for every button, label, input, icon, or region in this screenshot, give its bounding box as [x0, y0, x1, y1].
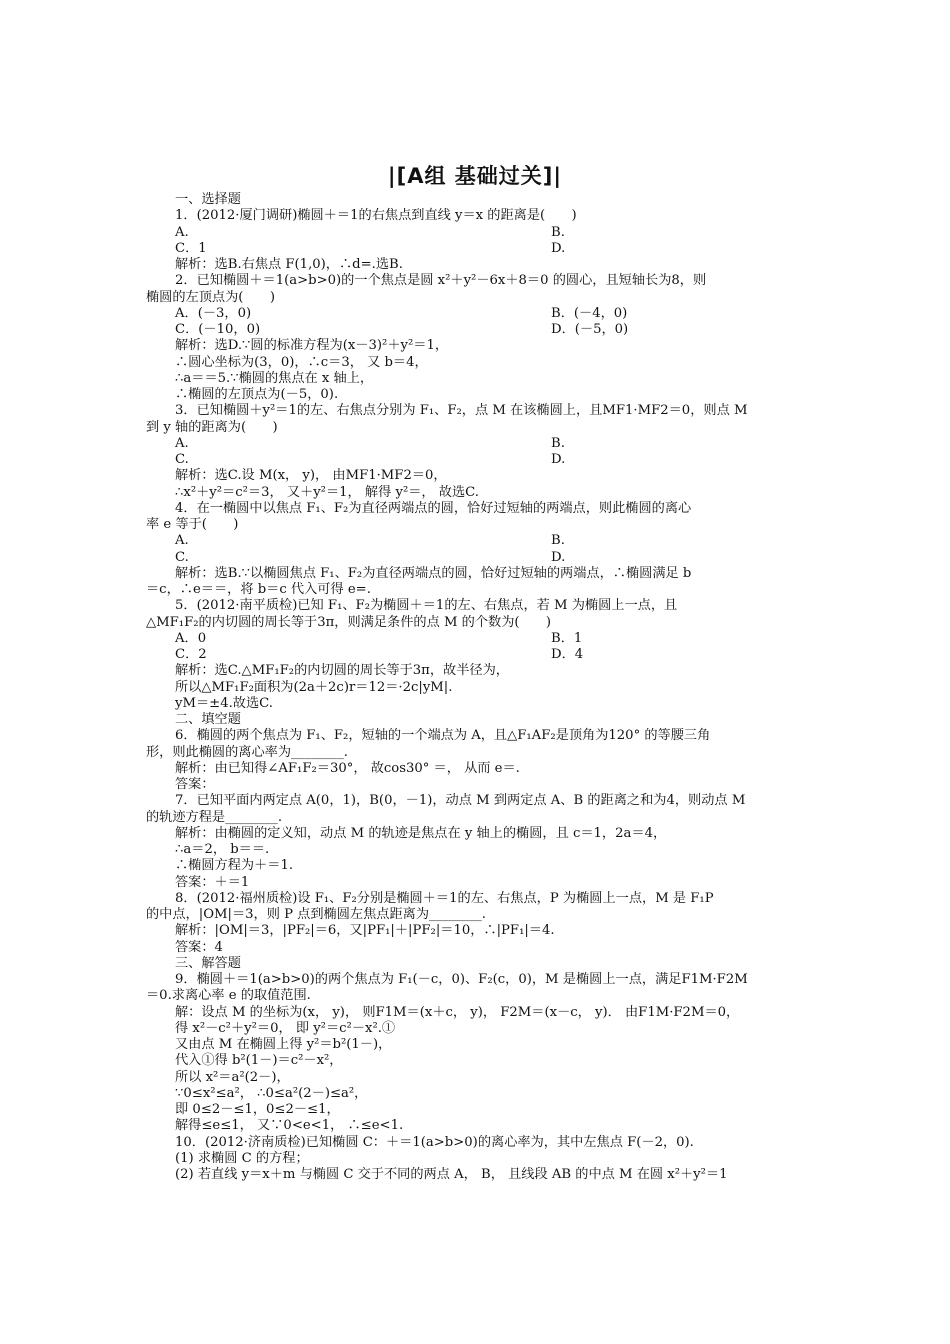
text-line: 3．已知椭圆＋y²＝1的左、右焦点分别为 F₁、F₂，点 M 在该椭圆上，且MF1·MF2＝0，则点 M [175, 403, 748, 419]
document-body [146, 192, 811, 1183]
option-row [146, 436, 811, 452]
option-right: D. [551, 452, 566, 467]
text-line: 解析：选B.∵以椭圆焦点 F₁、F₂为直径两端点的圆，恰好过短轴的两端点，∴椭圆满足 b [175, 565, 692, 581]
option-right: D．4 [551, 647, 584, 662]
option-left: A．0 [175, 630, 207, 646]
text-line: 7．已知平面内两定点 A(0，1)，B(0，－1)，动点 M 到两定点 A、B 的距离之和为4，则动点 M [175, 793, 746, 809]
option-right: B．(－4，0) [551, 305, 628, 321]
option-right: D. [551, 240, 566, 256]
section-header [0, 160, 950, 190]
text-line: 解析：选C.△MF₁F₂的内切圆的周长等于3π，故半径为， [175, 663, 509, 679]
text-line: 解析：选C.设 M(x， y)， 由MF1·MF2＝0， [175, 468, 447, 484]
text-line: 1．(2012·厦门调研)椭圆＋＝1的右焦点到直线 y＝x 的距离是( ) [175, 208, 577, 224]
text-line-continuation: 到 y 轴的距离为( ) [146, 419, 278, 435]
option-right: D．(－5，0) [551, 322, 629, 337]
header-bracket-left: |[ [387, 164, 408, 188]
option-right: D. [551, 549, 566, 565]
option-row [146, 322, 811, 338]
text-line: 又由点 M 在椭圆上得 y²＝b²(1－)， [175, 1037, 392, 1052]
option-left: C．2 [175, 647, 207, 662]
text-line: 所以△MF₁F₂面积为(2a＋2c)r＝12＝·2c|yM|. [175, 679, 453, 695]
option-left: A. [175, 533, 189, 549]
text-line: 9．椭圆＋＝1(a>b>0)的两个焦点为 F₁(－c，0)、F₂(c，0)，M 是椭圆上一点，满足F1M·F2M [175, 972, 748, 987]
header-title: A组 基础过关 [407, 164, 543, 188]
option-left: A. [175, 224, 189, 240]
text-line: 6．椭圆的两个焦点为 F₁、F₂，短轴的一个端点为 A，且△F₁AF₂是顶角为120° 的等腰三角 [175, 728, 711, 744]
text-line: 答案： [175, 777, 215, 792]
text-line: (2) 若直线 y＝x＋m 与椭圆 C 交于不同的两点 A， B， 且线段 AB 的中点 M 在圆 x²＋y²＝1 [175, 1167, 728, 1182]
text-line: 所以 x²＝a²(2－)， [175, 1069, 290, 1085]
option-row [146, 241, 811, 257]
section-heading: 三、解答题 [175, 955, 241, 971]
text-line-continuation: △MF₁F₂的内切圆的周长等于3π，则满足条件的点 M 的个数为( ) [146, 614, 552, 630]
text-line: 解析：由椭圆的定义知，动点 M 的轨迹是焦点在 y 轴上的椭圆，且 c＝1，2a＝4， [175, 825, 667, 841]
text-line: 解得≤e≤1， 又∵0<e<1， ∴≤e<1. [175, 1118, 404, 1134]
text-line-continuation: 率 e 等于( ) [146, 517, 239, 532]
text-line-continuation: ＝c，∴e＝＝，将 b＝c 代入可得 e=. [146, 582, 371, 597]
text-line: 解析：选D.∵圆的标准方程为(x－3)²＋y²＝1， [175, 338, 449, 354]
text-line: ∴椭圆的左顶点为(－5，0). [175, 387, 339, 402]
text-line: (1) 求椭圆 C 的方程； [175, 1150, 309, 1166]
text-line: 代入①得 b²(1－)＝c²－x²， [175, 1053, 343, 1069]
text-line: 解析：|OM|＝3，|PF₂|＝6，又|PF₁|＋|PF₂|＝10，∴|PF₁|＝4. [175, 923, 555, 939]
text-line: ∴x²＋y²＝c²＝3， 又＋y²＝1， 解得 y²＝， 故选C. [175, 484, 479, 500]
text-line-continuation: 的轨迹方程是________. [146, 809, 283, 825]
section-heading: 二、填空题 [175, 712, 241, 727]
option-right: B. [551, 435, 565, 451]
option-row [146, 550, 811, 566]
text-line: yM＝±4.故选C. [175, 695, 273, 711]
text-line-continuation: 形，则此椭圆的离心率为________. [146, 744, 349, 760]
option-left: A．(－3，0) [175, 305, 252, 321]
text-line-continuation: 的中点，|OM|＝3，则 P 点到椭圆左焦点距离为________. [146, 907, 486, 922]
option-left: C. [175, 452, 189, 467]
header-bracket-right: ]| [542, 164, 563, 188]
text-line-continuation: ＝0.求离心率 e 的取值范围. [146, 988, 311, 1004]
option-row [146, 647, 811, 663]
text-line: 答案：＋＝1 [175, 874, 250, 890]
text-line-continuation: 椭圆的左顶点为( ) [146, 289, 275, 305]
text-line: ∴椭圆方程为＋＝1. [175, 858, 294, 874]
option-right: B. [551, 224, 565, 240]
option-left: C．1 [175, 240, 207, 256]
option-row [146, 533, 811, 549]
option-row [146, 306, 811, 322]
text-line: 解析：由已知得∠AF₁F₂＝30°， 故cos30° ＝， 从而 e＝. [175, 760, 520, 776]
option-row [146, 452, 811, 468]
text-line: ∴圆心坐标为(3，0)，∴c＝3， 又 b＝4， [175, 354, 428, 370]
text-line: ∴a＝2， b＝＝. [175, 842, 270, 857]
option-row [146, 225, 811, 241]
text-line: 解析：选B.右焦点 F(1,0)，∴d=.选B. [175, 257, 403, 272]
option-left: C．(－10，0) [175, 322, 261, 337]
option-left: A. [175, 435, 189, 451]
text-line: ∴a＝＝5.∵椭圆的焦点在 x 轴上， [175, 370, 374, 386]
text-line: 5．(2012·南平质检)已知 F₁、F₂为椭圆＋＝1的左、右焦点，若 M 为椭圆上一点，且 [175, 598, 678, 614]
text-line: 解：设点 M 的坐标为(x， y)， 则F1M＝(x＋c， y)， F2M＝(x－c， y)． 由F1M·F2M＝0， [175, 1004, 740, 1020]
text-line: 2．已知椭圆＋＝1(a>b>0)的一个焦点是圆 x²＋y²－6x＋8＝0 的圆心，且短轴长为8，则 [175, 273, 707, 289]
text-line: 4．在一椭圆中以焦点 F₁、F₂为直径两端点的圆，恰好过短轴的两端点，则此椭圆的离心 [175, 500, 692, 516]
text-line: 得 x²－c²＋y²＝0， 即 y²＝c²－x².① [175, 1020, 396, 1036]
option-right: B．1 [551, 630, 583, 646]
section-heading: 一、选择题 [175, 192, 241, 207]
text-line: ∵0≤x²≤a²， ∴0≤a²(2－)≤a²， [175, 1085, 368, 1101]
text-line: 10．(2012·济南质检)已知椭圆 C：＋＝1(a>b>0)的离心率为，其中左焦点 F(－2，0). [175, 1134, 694, 1150]
text-line: 8．(2012·福州质检)设 F₁、F₂分别是椭圆＋＝1的左、右焦点，P 为椭圆上一点，M 是 F₁P [175, 890, 714, 906]
option-row [146, 631, 811, 647]
option-left: C. [175, 549, 189, 565]
text-line: 答案：4 [175, 939, 223, 955]
option-right: B. [551, 533, 565, 549]
text-line: 即 0≤2－≤1，0≤2－≤1， [175, 1102, 340, 1117]
